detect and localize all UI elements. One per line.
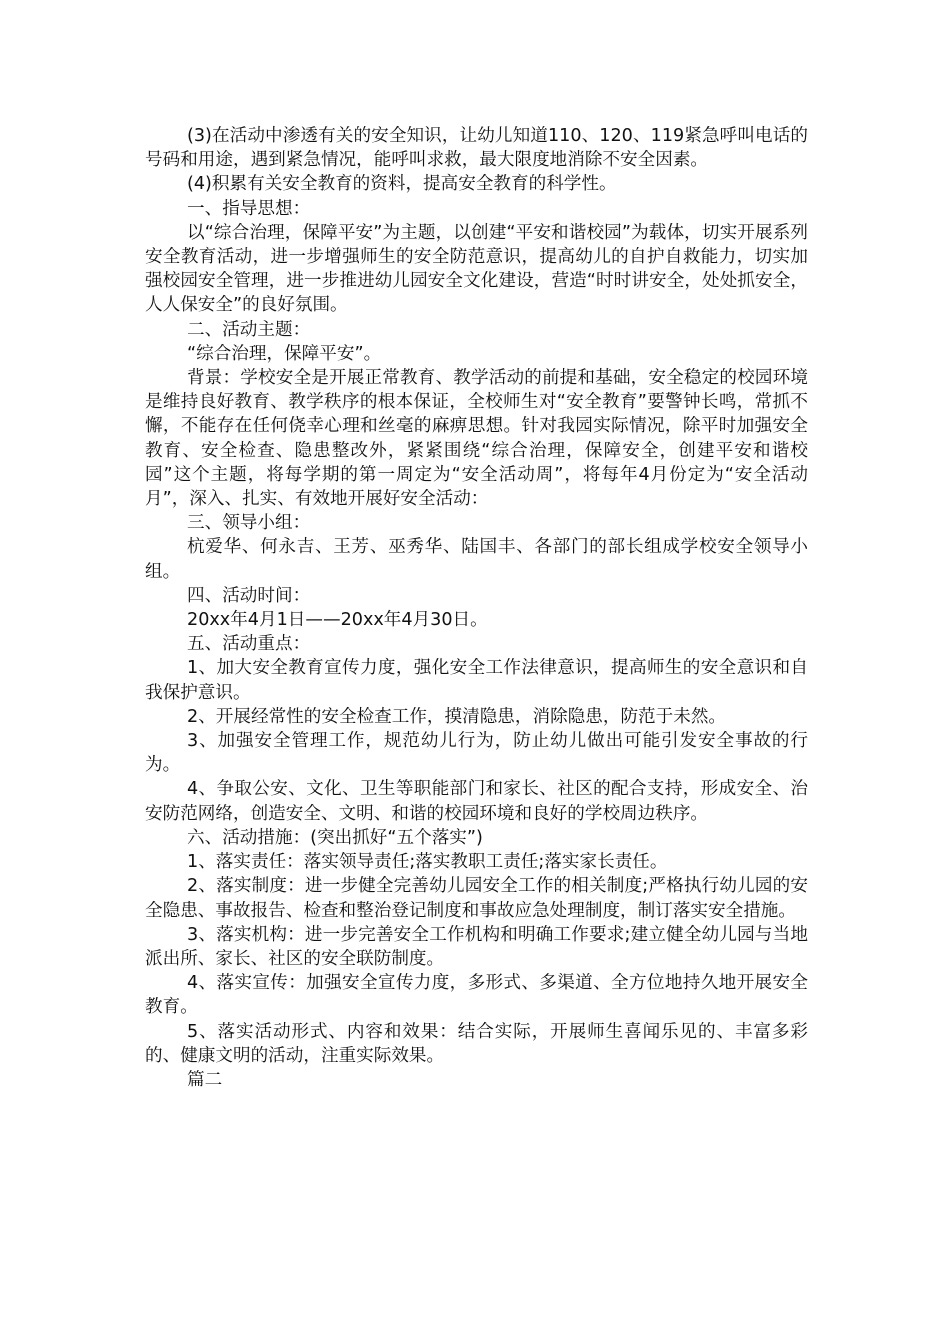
paragraph-focus-4: 4、争取公安、文化、卫生等职能部门和家长、社区的配合支持，形成安全、治安防范网络，创造安全、文明、和谐的校园环境和良好的学校周边秩序。 xyxy=(145,779,808,824)
document-body xyxy=(145,124,808,1092)
heading-leadership-group: 三、领导小组： xyxy=(187,513,311,534)
paragraph-leadership-group: 杭爱华、何永吉、王芳、巫秀华、陆国丰、各部门的部长组成学校安全领导小组。 xyxy=(145,537,808,582)
heading-guiding-ideology: 一、指导思想： xyxy=(187,198,311,219)
heading-activity-time: 四、活动时间： xyxy=(187,585,311,606)
paragraph-measure-4: 4、落实宣传：加强安全宣传力度，多形式、多渠道、全方位地持久地开展安全教育。 xyxy=(145,973,808,1018)
paragraph-focus-1: 1、加大安全教育宣传力度，强化安全工作法律意识，提高师生的安全意识和自我保护意识。 xyxy=(145,658,808,703)
paragraph-measure-5: 5、落实活动形式、内容和效果：结合实际，开展师生喜闻乐见的、丰富多彩的、健康文明的活动，注重实际效果。 xyxy=(145,1021,808,1066)
heading-activity-focus: 五、活动重点： xyxy=(187,634,311,655)
paragraph-focus-3: 3、加强安全管理工作，规范幼儿行为，防止幼儿做出可能引发安全事故的行为。 xyxy=(145,731,808,776)
paragraph-measure-3: 3、落实机构：进一步完善安全工作机构和明确工作要求;建立健全幼儿园与当地派出所、家长、社区的安全联防制度。 xyxy=(145,924,808,969)
paragraph-background: 背景：学校安全是开展正常教育、教学活动的前提和基础，安全稳定的校园环境是维持良好教育、教学秩序的根本保证，全校师生对“安全教育”要警钟长鸣，常抓不懈，不能存在任何侥幸心理和丝毫的麻痹思想。针对我园实际情况，除平时加强安全教育、安全检查、隐患整改外，紧紧围绕“综合治理，保障安全，创建平安和谐校园”这个主题，将每学期的第一周定为“安全活动周”，将每年4月份定为“安全活动月”，深入、扎实、有效地开展好安全活动： xyxy=(145,368,808,510)
heading-part-two: 篇二 xyxy=(187,1069,223,1090)
paragraph-item-3-safety-knowledge: (3)在活动中渗透有关的安全知识，让幼儿知道110、120、119紧急呼叫电话的号码和用途，遇到紧急情况，能呼叫求救，最大限度地消除不安全因素。 xyxy=(145,126,808,171)
paragraph-activity-theme: “综合治理，保障平安”。 xyxy=(187,343,382,364)
paragraph-guiding-ideology: 以“综合治理，保障平安”为主题，以创建“平安和谐校园”为载体，切实开展系列安全教育活动，进一步增强师生的安全防范意识，提高幼儿的自护自救能力，切实加强校园安全管理，进一步推进幼儿园安全文化建设，营造“时时讲安全，处处抓安全，人人保安全”的良好氛围。 xyxy=(145,222,808,316)
paragraph-measure-2: 2、落实制度：进一步健全完善幼儿园安全工作的相关制度;严格执行幼儿园的安全隐患、事故报告、检查和整治登记制度和事故应急处理制度，制订落实安全措施。 xyxy=(145,876,808,921)
paragraph-focus-2: 2、开展经常性的安全检查工作，摸清隐患，消除隐患，防范于未然。 xyxy=(187,706,727,727)
heading-activity-measures: 六、活动措施：(突出抓好“五个落实”) xyxy=(187,827,483,848)
paragraph-item-4-materials: (4)积累有关安全教育的资料，提高安全教育的科学性。 xyxy=(187,174,617,195)
paragraph-measure-1: 1、落实责任：落实领导责任;落实教职工责任;落实家长责任。 xyxy=(187,852,668,873)
heading-activity-theme: 二、活动主题： xyxy=(187,319,311,340)
paragraph-activity-time: 20xx年4月1日——20xx年4月30日。 xyxy=(187,610,488,631)
